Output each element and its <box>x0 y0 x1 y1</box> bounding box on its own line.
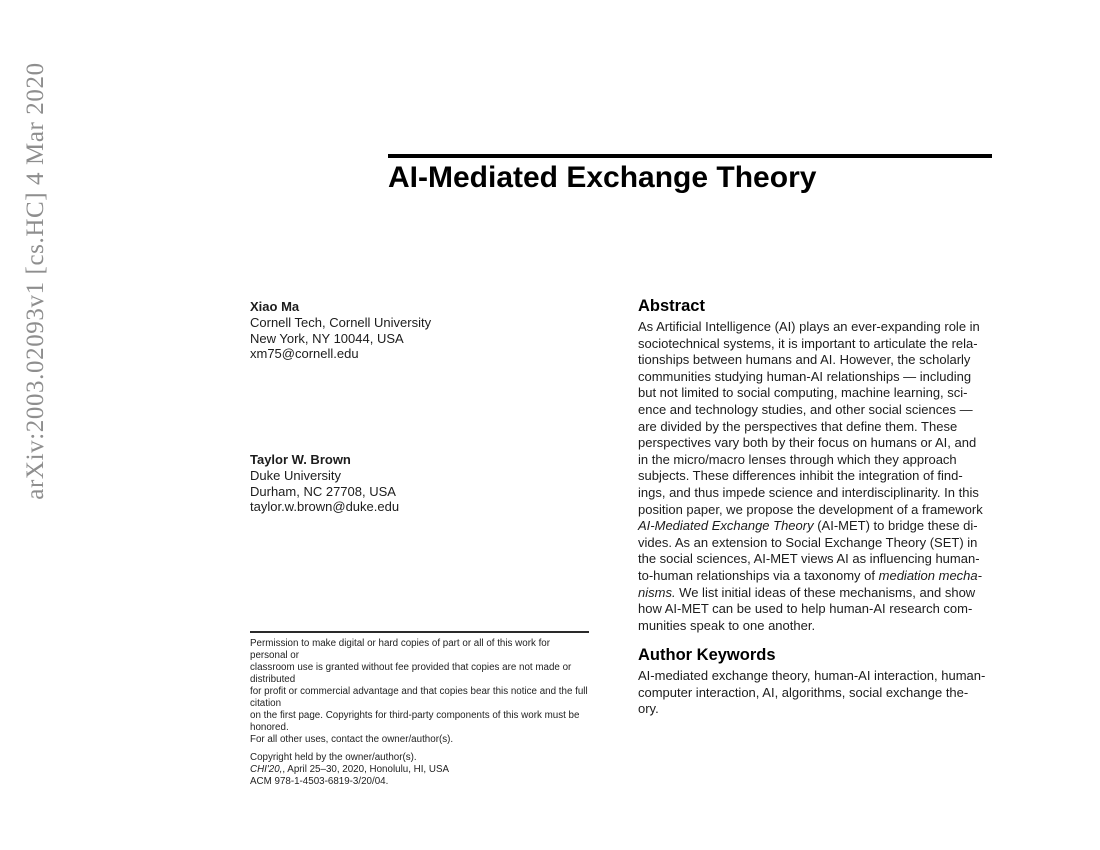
paper-title: AI-Mediated Exchange Theory <box>388 161 817 194</box>
abstract-text <box>638 319 1010 634</box>
text-line: subjects. These differences inhibit the integration of find- <box>638 468 963 484</box>
text-line: ings, and thus impede science and interdisciplinarity. In this <box>638 484 979 500</box>
text-line: As Artificial Intelligence (AI) plays an ever-expanding role in <box>638 319 980 334</box>
text-line: New York, NY 10044, USA <box>250 330 404 346</box>
text-line: xm75@cornell.edu <box>250 346 359 362</box>
title-rule <box>388 154 992 158</box>
text-line: sociotechnical systems, it is important to articulate the rela- <box>638 335 978 351</box>
text-line: tionships between humans and AI. However, the scholarly <box>638 352 971 368</box>
text-line: AI-mediated exchange theory, human-AI interaction, human- <box>638 668 986 683</box>
text-line: communities studying human-AI relationships — including <box>638 368 972 384</box>
text-line: taylor.w.brown@duke.edu <box>250 499 400 515</box>
text-line: AI-Mediated Exchange Theory (AI-MET) to bridge these di- <box>638 518 978 534</box>
text-line: classroom use is granted without fee provided that copies are not made or distributed <box>250 662 572 685</box>
text-line: ence and technology studies, and other social sciences — <box>638 401 973 417</box>
text-line: Durham, NC 27708, USA <box>250 483 396 499</box>
text-line: to-human relationships via a taxonomy of mediation mecha- <box>638 567 982 583</box>
text-line: ACM 978-1-4503-6819-3/20/04. <box>250 776 389 787</box>
text-line: munities speak to one another. <box>638 617 816 633</box>
text-line: Cornell Tech, Cornell University <box>250 314 432 330</box>
text-line: perspectives vary both by their focus on humans or AI, and <box>638 435 977 451</box>
footnote-rule <box>250 631 589 633</box>
author-affiliation <box>250 315 595 362</box>
text-line: how AI-MET can be used to help human-AI research com- <box>638 601 973 617</box>
text-line: nisms. We list initial ideas of these mechanisms, and show <box>638 584 976 600</box>
text-line: Permission to make digital or hard copies of part or all of this work for personal or <box>250 638 551 661</box>
text-line: CHI'20,, April 25–30, 2020, Honolulu, HI, USA <box>250 764 450 775</box>
text-line: For all other uses, contact the owner/author(s). <box>250 734 454 745</box>
text-line: Copyright held by the owner/author(s). <box>250 752 417 763</box>
author-block-xiao-ma <box>250 299 595 362</box>
text-line: but not limited to social computing, machine learning, sci- <box>638 385 968 401</box>
author-affiliation <box>250 468 595 515</box>
abstract-heading: Abstract <box>638 297 705 315</box>
author-block-taylor-brown <box>250 452 595 515</box>
permission-text <box>250 638 589 746</box>
keywords-heading: Author Keywords <box>638 646 776 664</box>
text-line: in the micro/macro lenses through which they approach <box>638 451 957 467</box>
text-line: vides. As an extension to Social Exchange Theory (SET) in <box>638 534 978 550</box>
text-line: are divided by the perspectives that define them. These <box>638 418 958 434</box>
arxiv-watermark: arXiv:2003.02093v1 [cs.HC] 4 Mar 2020 <box>22 62 49 500</box>
text-line: on the first page. Copyrights for third-party components of this work must be honored. <box>250 710 580 733</box>
text-line: for profit or commercial advantage and that copies bear this notice and the full citation <box>250 686 588 709</box>
text-line: position paper, we propose the development of a framework <box>638 501 983 517</box>
keywords-text <box>638 668 1010 718</box>
author-name: Taylor W. Brown <box>250 452 351 467</box>
text-line: the social sciences, AI-MET views AI as influencing human- <box>638 551 980 567</box>
copyright-text <box>250 752 589 788</box>
text-line: ory. <box>638 701 659 717</box>
text-line: Duke University <box>250 467 342 483</box>
footnote <box>250 631 589 788</box>
abstract-section <box>638 297 1010 634</box>
author-name: Xiao Ma <box>250 299 300 314</box>
keywords-section <box>638 646 1010 718</box>
text-line: computer interaction, AI, algorithms, social exchange the- <box>638 684 969 700</box>
